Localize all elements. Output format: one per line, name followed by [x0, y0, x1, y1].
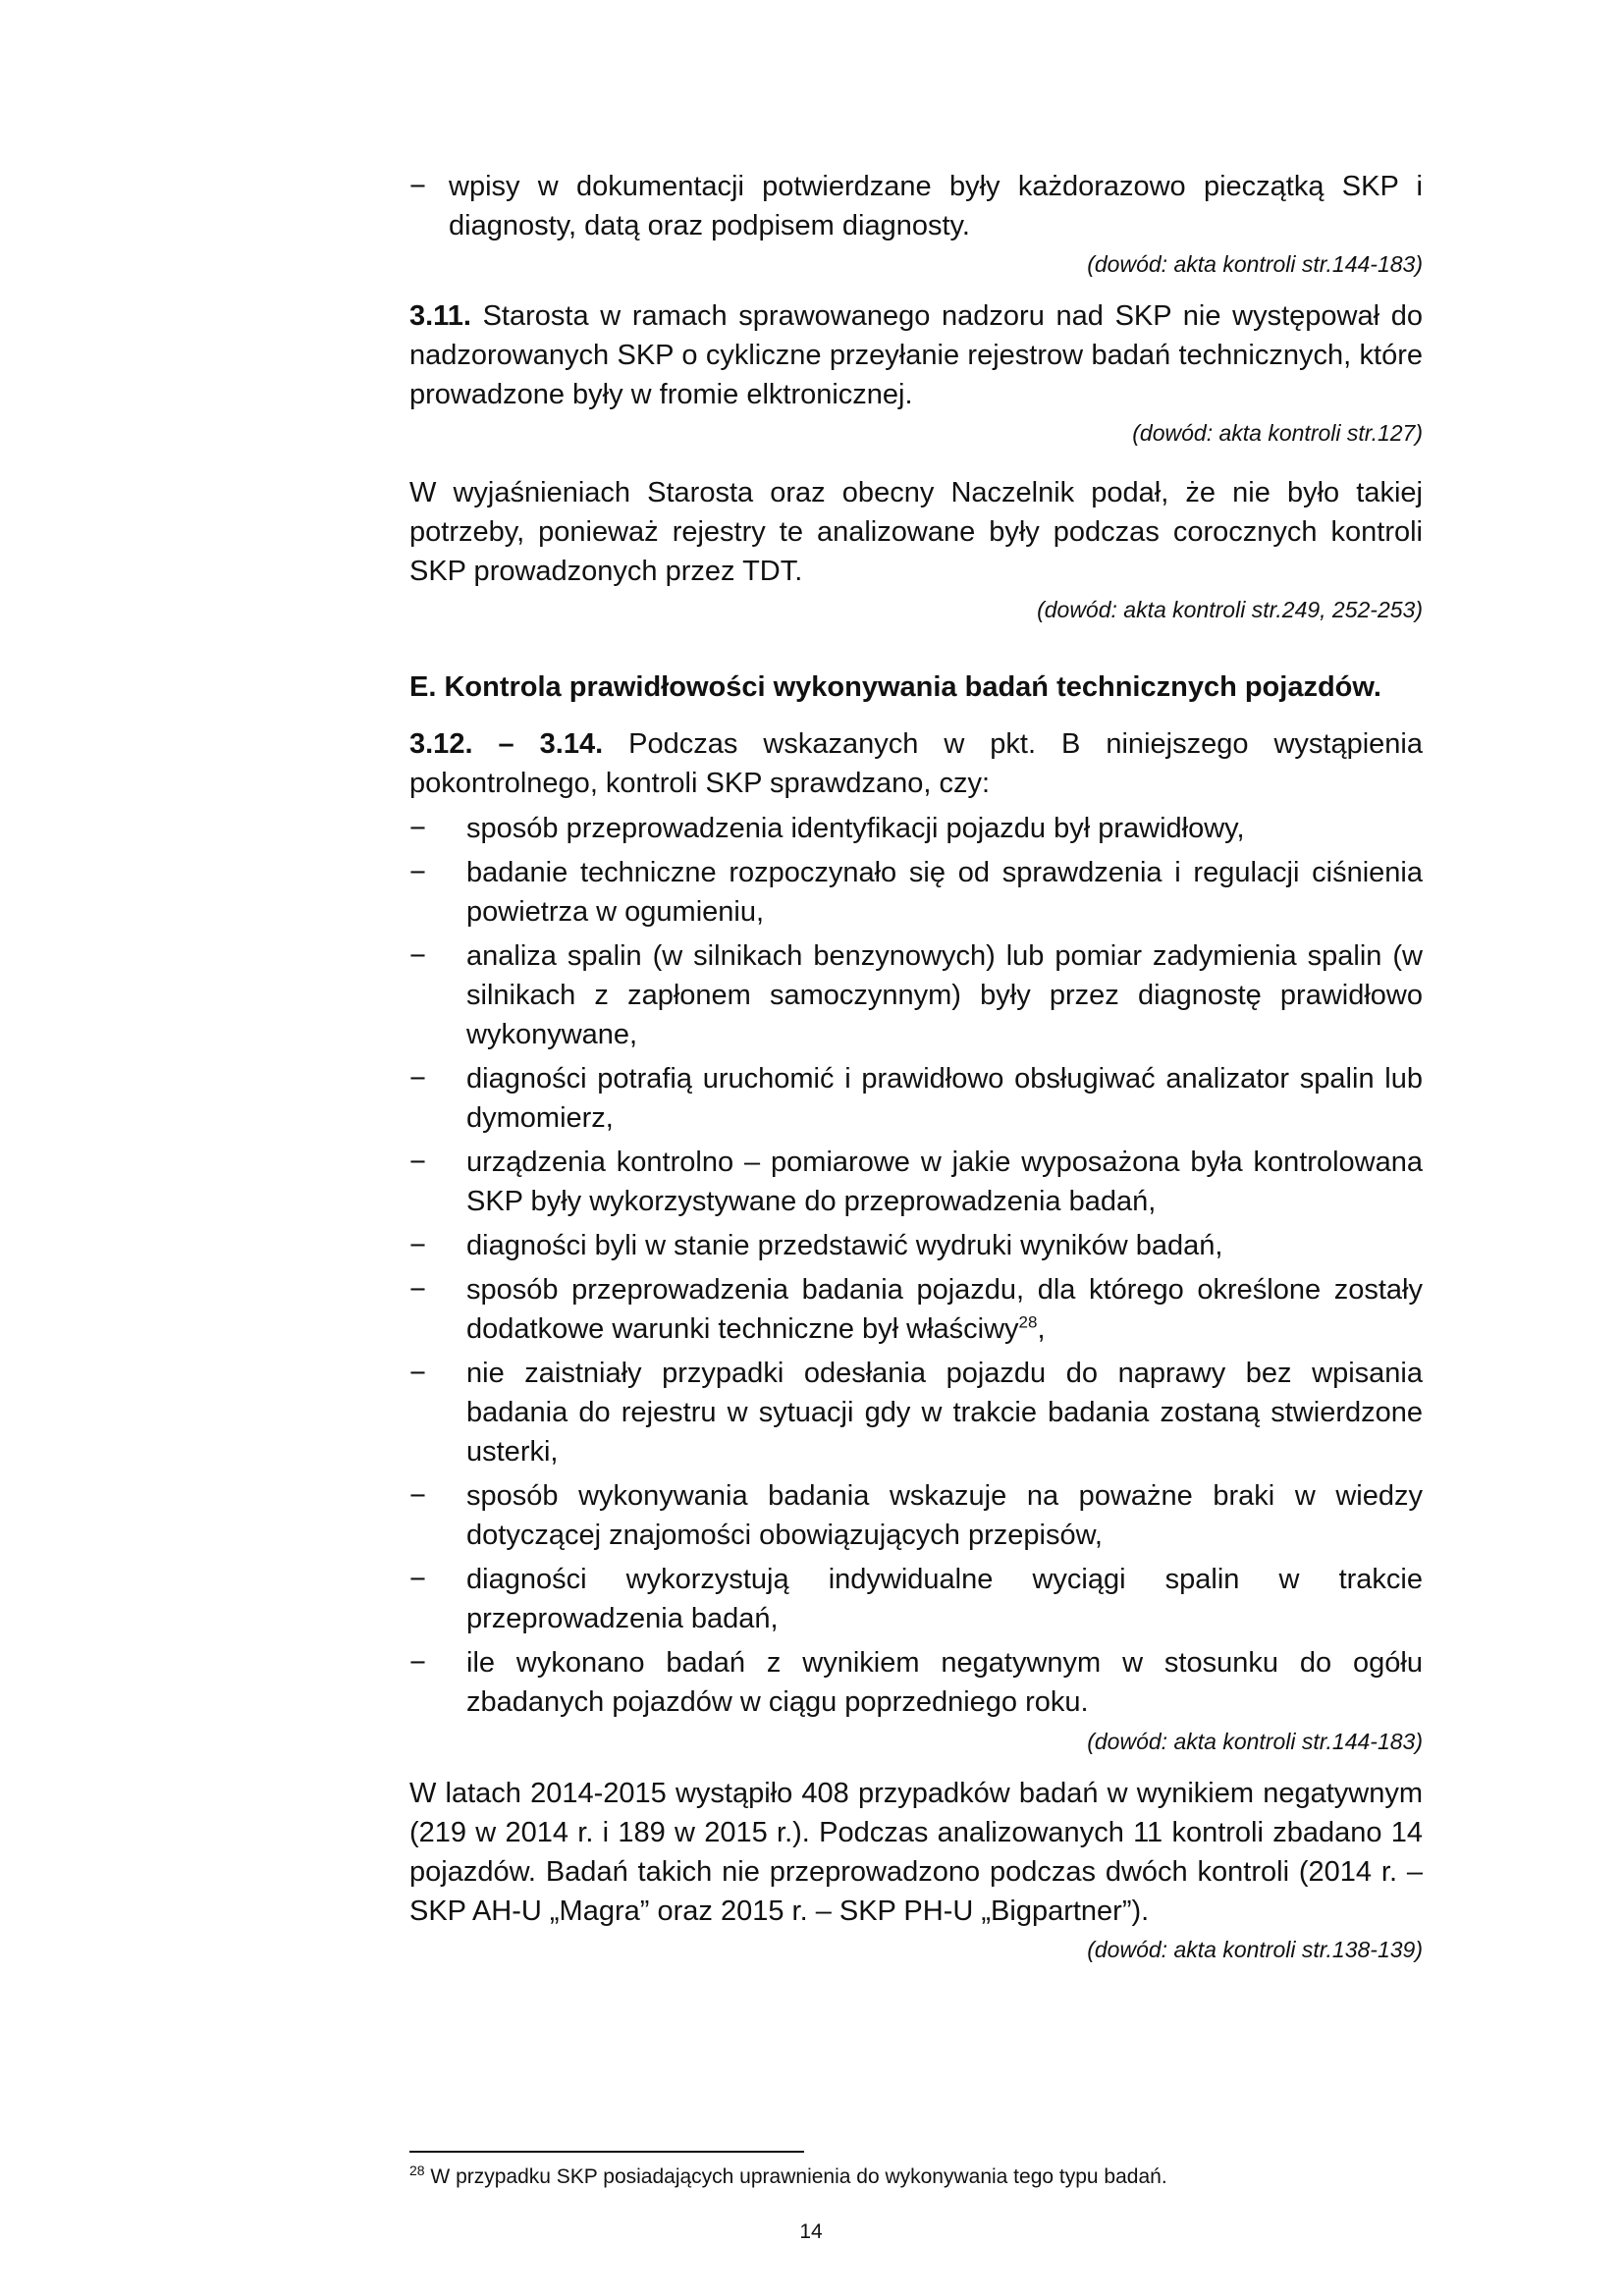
dash-marker: − [409, 1274, 426, 1306]
list-item [409, 1476, 1423, 1555]
paragraph-number: 3.12. – 3.14. [409, 728, 604, 760]
dash-marker: − [409, 1358, 426, 1389]
dash-marker: − [409, 813, 426, 844]
section-heading: E. Kontrola prawidłowości wykonywania badań technicznych pojazdów. [409, 671, 1381, 703]
evidence-reference: (dowód: akta kontroli str.138-139) [1087, 1937, 1423, 1962]
paragraph-3-11 [409, 296, 1423, 414]
list-item [409, 809, 1423, 848]
list-item [409, 167, 1423, 245]
list-item-text: nie zaistniały przypadki odesłania pojazdu do naprawy bez wpisania badania do rejestru w sytuacji gdy w trakcie badania zostaną stwierdzone usterki, [466, 1358, 1423, 1468]
check-list [409, 809, 1423, 1722]
list-item [409, 1059, 1423, 1138]
list-item [409, 853, 1423, 932]
dash-marker: − [409, 857, 426, 888]
footnote-separator [409, 2151, 804, 2153]
evidence-reference: (dowód: akta kontroli str.249, 252-253) [1037, 597, 1423, 622]
dash-marker: − [409, 1147, 426, 1178]
list-item-text: ile wykonano badań z wynikiem negatywnym w stosunku do ogółu zbadanych pojazdów w ciągu poprzedniego roku. [466, 1647, 1423, 1718]
footnote-reference[interactable]: 28 [1018, 1312, 1038, 1332]
evidence-reference: (dowód: akta kontroli str.127) [1132, 420, 1423, 446]
list-item-text-main: sposób przeprowadzenia badania pojazdu, dla którego określone zostały dodatkowe warunki techniczne był właściwy [466, 1274, 1423, 1345]
paragraph-3-12 [409, 724, 1423, 803]
dash-marker: − [409, 1647, 426, 1679]
list-item-text: badanie techniczne rozpoczynało się od sprawdzenia i regulacji ciśnienia powietrza w ogumieniu, [466, 857, 1423, 928]
page-content [409, 167, 1423, 1964]
list-item [409, 1226, 1423, 1265]
list-item-text: urządzenia kontrolno – pomiarowe w jakie wyposażona była kontrolowana SKP były wykorzystywane do przeprowadzenia badań, [466, 1147, 1423, 1217]
dash-marker: − [409, 1230, 426, 1261]
dash-marker: − [409, 1480, 426, 1512]
list-item [409, 936, 1423, 1054]
list-item-text: diagności wykorzystują indywidualne wyciągi spalin w trakcie przeprowadzenia badań, [466, 1564, 1423, 1634]
list-item [409, 1560, 1423, 1638]
list-item [409, 1143, 1423, 1221]
footnote-text: W przypadku SKP posiadających uprawnienia do wykonywania tego typu badań. [424, 2165, 1167, 2188]
list-item [409, 1270, 1423, 1349]
list-item-text: sposób wykonywania badania wskazuje na poważne braki w wiedzy dotyczącej znajomości obowiązujących przepisów, [466, 1480, 1423, 1551]
list-item-text: analiza spalin (w silnikach benzynowych) lub pomiar zadymienia spalin (w silnikach z zapłonem samoczynnym) były przez diagnostę prawidłowo wykonywane, [466, 940, 1423, 1050]
page-number: 14 [799, 2220, 823, 2243]
list-item-text: diagności byli w stanie przedstawić wydruki wyników badań, [466, 1230, 1223, 1261]
evidence-reference: (dowód: akta kontroli str.144-183) [1087, 1729, 1423, 1754]
list-item [409, 1354, 1423, 1471]
evidence-reference: (dowód: akta kontroli str.144-183) [1087, 251, 1423, 277]
dash-marker: − [409, 1063, 426, 1095]
paragraph-years: W latach 2014-2015 wystąpiło 408 przypadków badań w wynikiem negatywnym (219 w 2014 r. i 189 w 2015 r.). Podczas analizowanych 11 kontroli zbadano 14 pojazdów. Badań takich nie przeprowadzono podczas dwóch kontroli (2014 r. – SKP AH-U „Magra” oraz 2015 r. – SKP PH-U „Bigpartner”). [409, 1778, 1423, 1927]
paragraph-explanations: W wyjaśnieniach Starosta oraz obecny Naczelnik podał, że nie było takiej potrzeby, ponieważ rejestry te analizowane były podczas corocznych kontroli SKP prowadzonych przez TDT. [409, 477, 1423, 587]
list-item [409, 1643, 1423, 1722]
dash-marker: − [409, 171, 426, 202]
list-item-text: wpisy w dokumentacji potwierdzane były każdorazowo pieczątką SKP i diagnosty, datą oraz podpisem diagnosty. [449, 171, 1423, 241]
dash-marker: − [409, 940, 426, 972]
list-item-suffix: , [1037, 1313, 1046, 1345]
list-item-text: diagności potrafią uruchomić i prawidłowo obsługiwać analizator spalin lub dymomierz, [466, 1063, 1423, 1134]
list-item-text [466, 1270, 1423, 1349]
footnote [409, 2163, 1423, 2191]
paragraph-text: Podczas wskazanych w pkt. B niniejszego wystąpienia pokontrolnego, kontroli SKP sprawdzano, czy: [409, 728, 1423, 799]
footnote-number: 28 [409, 2163, 425, 2178]
dash-marker: − [409, 1564, 426, 1595]
list-item-text: sposób przeprowadzenia identyfikacji pojazdu był prawidłowy, [466, 813, 1245, 844]
paragraph-text: Starosta w ramach sprawowanego nadzoru nad SKP nie występował do nadzorowanych SKP o cykliczne przeyłanie rejestrow badań technicznych, które prowadzone były w fromie elktronicznej. [409, 300, 1423, 410]
paragraph-number: 3.11. [409, 300, 471, 332]
